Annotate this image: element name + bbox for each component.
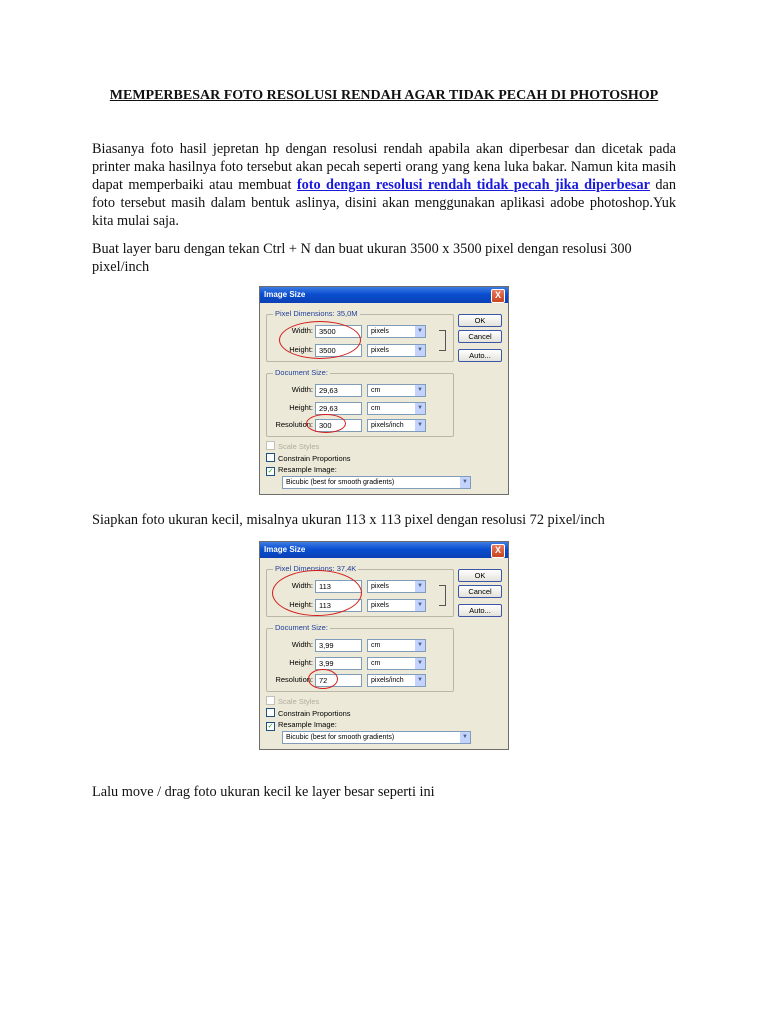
close-icon[interactable]: X — [491, 289, 505, 303]
link-bracket-icon — [439, 585, 446, 606]
image-size-dialog-2 — [259, 541, 509, 750]
checkmark-icon: ✓ — [267, 468, 274, 475]
step-1-text: Buat layer baru dengan tekan Ctrl + N dan buat ukuran 3500 x 3500 pixel dengan resolusi 300 pixel/inch — [92, 241, 632, 275]
document-size-label: Document Size: — [275, 368, 328, 377]
resolution-label: Resolution: — [275, 420, 313, 429]
constrain-proportions-checkbox[interactable] — [266, 453, 351, 463]
chevron-down-icon: ▼ — [415, 403, 425, 414]
height-unit-select[interactable] — [367, 344, 426, 357]
height-unit-value: pixels — [371, 602, 389, 609]
doc-height-unit-select[interactable] — [367, 402, 426, 415]
auto-button[interactable]: Auto... — [458, 349, 502, 362]
resample-image-checkbox[interactable] — [266, 720, 337, 731]
resolution-unit-select[interactable] — [367, 674, 426, 687]
step-3-text: Lalu move / drag foto ukuran kecil ke layer besar seperti ini — [92, 784, 435, 800]
link-bracket-icon — [439, 330, 446, 351]
resolution-input[interactable]: 300 — [315, 419, 362, 432]
doc-height-label: Height: — [289, 403, 313, 412]
dialog-title: Image Size — [264, 545, 306, 554]
close-icon[interactable]: X — [491, 544, 505, 558]
resample-image-checkbox[interactable] — [266, 465, 337, 476]
chevron-down-icon: ▼ — [415, 420, 425, 431]
width-unit-select[interactable] — [367, 580, 426, 593]
height-input[interactable]: 3500 — [315, 344, 362, 357]
cancel-button[interactable]: Cancel — [458, 330, 502, 343]
chevron-down-icon: ▼ — [415, 581, 425, 592]
checkmark-icon: ✓ — [267, 723, 274, 730]
resolution-unit-value: pixels/inch — [371, 677, 404, 684]
checkbox-box — [266, 441, 275, 450]
doc-width-label: Width: — [291, 640, 313, 649]
scale-styles-label: Scale Styles — [278, 697, 320, 706]
width-label: Width: — [291, 326, 313, 335]
document-size-label: Document Size: — [275, 623, 328, 632]
pixel-dimensions-label: Pixel Dimensions: 37,4K — [275, 564, 357, 573]
scale-styles-checkbox[interactable] — [266, 696, 319, 706]
resample-method-select[interactable] — [282, 731, 471, 744]
document-title: MEMPERBESAR FOTO RESOLUSI RENDAH AGAR TIDAK PECAH DI PHOTOSHOP — [109, 88, 659, 103]
constrain-proportions-checkbox[interactable] — [266, 708, 351, 718]
doc-width-unit-select[interactable] — [367, 384, 426, 397]
doc-height-label: Height: — [289, 658, 313, 667]
pixel-dimensions-label: Pixel Dimensions: 35,0M — [275, 309, 358, 318]
resample-method-value: Bicubic (best for smooth gradients) — [286, 734, 395, 741]
doc-width-unit-select[interactable] — [367, 639, 426, 652]
resample-method-value: Bicubic (best for smooth gradients) — [286, 479, 395, 486]
width-unit-value: pixels — [371, 583, 389, 590]
intro-text-start: Biasanya foto hasil jepretan hp dengan resolusi rendah apabila akan diperbesar dan dicetak pada printer maka hasilnya foto tersebut akan pecah seperti orang yang kena luka bakar. Namun kita masih dapat memperbaiki atau membuat — [92, 141, 676, 193]
scale-styles-label: Scale Styles — [278, 442, 320, 451]
checkbox-box — [266, 708, 275, 717]
highlight-ring-resolution — [306, 414, 346, 433]
width-input[interactable]: 3500 — [315, 325, 362, 338]
highlight-ring-dimensions — [272, 570, 362, 616]
constrain-label: Constrain Proportions — [278, 709, 351, 718]
doc-width-input[interactable]: 29,63 — [315, 384, 362, 397]
doc-height-unit-value: cm — [371, 405, 381, 412]
chevron-down-icon: ▼ — [415, 345, 425, 356]
width-input[interactable]: 113 — [315, 580, 362, 593]
doc-height-input[interactable]: 3,99 — [315, 657, 362, 670]
scale-styles-checkbox[interactable] — [266, 441, 319, 451]
doc-width-input[interactable]: 3,99 — [315, 639, 362, 652]
article-link[interactable]: foto dengan resolusi rendah tidak pecah jika diperbesar — [296, 177, 650, 193]
height-input[interactable]: 113 — [315, 599, 362, 612]
dialog-titlebar — [260, 287, 508, 303]
intro-paragraph — [92, 140, 676, 230]
chevron-down-icon: ▼ — [460, 477, 470, 488]
highlight-ring-dimensions — [279, 321, 361, 359]
highlight-ring-resolution — [308, 669, 338, 689]
resolution-label: Resolution: — [275, 675, 313, 684]
resample-label: Resample Image: — [278, 720, 337, 729]
doc-height-unit-value: cm — [371, 660, 381, 667]
width-unit-select[interactable] — [367, 325, 426, 338]
width-unit-value: pixels — [371, 328, 389, 335]
chevron-down-icon: ▼ — [415, 600, 425, 611]
doc-height-unit-select[interactable] — [367, 657, 426, 670]
chevron-down-icon: ▼ — [415, 640, 425, 651]
width-label: Width: — [291, 581, 313, 590]
resolution-unit-value: pixels/inch — [371, 422, 404, 429]
chevron-down-icon: ▼ — [415, 675, 425, 686]
auto-button[interactable]: Auto... — [458, 604, 502, 617]
resolution-input[interactable]: 72 — [315, 674, 362, 687]
chevron-down-icon: ▼ — [460, 732, 470, 743]
checkbox-box — [266, 453, 275, 462]
ok-button[interactable]: OK — [458, 314, 502, 327]
ok-button[interactable]: OK — [458, 569, 502, 582]
dialog-title: Image Size — [264, 290, 306, 299]
resolution-unit-select[interactable] — [367, 419, 426, 432]
constrain-label: Constrain Proportions — [278, 454, 351, 463]
height-label: Height: — [289, 600, 313, 609]
doc-height-input[interactable]: 29,63 — [315, 402, 362, 415]
document-size-group — [266, 368, 454, 437]
chevron-down-icon: ▼ — [415, 658, 425, 669]
dialog-titlebar — [260, 542, 508, 558]
doc-width-label: Width: — [291, 385, 313, 394]
cancel-button[interactable]: Cancel — [458, 585, 502, 598]
height-label: Height: — [289, 345, 313, 354]
chevron-down-icon: ▼ — [415, 326, 425, 337]
checkbox-box — [266, 696, 275, 705]
image-size-dialog-1 — [259, 286, 509, 495]
intro-text-end: dan foto tersebut masih dalam bentuk aslinya, disini akan menggunakan aplikasi adobe photoshop.Yuk kita mulai saja. — [92, 177, 677, 229]
document-size-group — [266, 623, 454, 692]
step-2-text: Siapkan foto ukuran kecil, misalnya ukuran 113 x 113 pixel dengan resolusi 72 pixel/inch — [92, 512, 605, 528]
resample-label: Resample Image: — [278, 465, 337, 474]
height-unit-select[interactable] — [367, 599, 426, 612]
height-unit-value: pixels — [371, 347, 389, 354]
doc-width-unit-value: cm — [371, 642, 381, 649]
chevron-down-icon: ▼ — [415, 385, 425, 396]
doc-width-unit-value: cm — [371, 387, 381, 394]
resample-method-select[interactable] — [282, 476, 471, 489]
